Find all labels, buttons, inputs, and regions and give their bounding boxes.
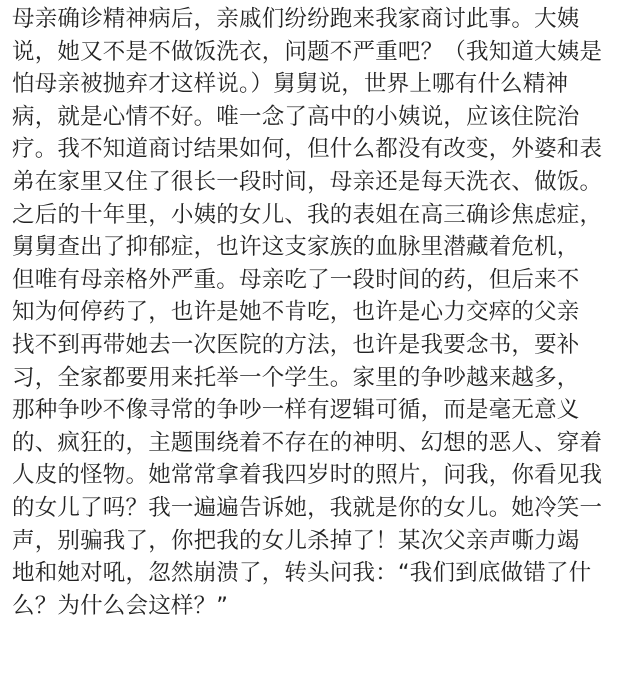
- text-line: 弟在家里又住了很长一段时间，母亲还是每天洗衣、做饭。: [12, 168, 603, 195]
- text-line: 但唯有母亲格外严重。母亲吃了一段时间的药，但后来不: [12, 266, 580, 293]
- text-line: 母亲确诊精神病后，亲戚们纷纷跑来我家商讨此事。大姨: [12, 6, 580, 32]
- text-line: 找不到再带她去一次医院的方法，也许是我要念书，要补: [12, 331, 580, 358]
- text-line: 地和她对吼，忽然崩溃了，转头问我：“我们到底做错了什: [12, 560, 592, 587]
- text-line: 病，就是心情不好。唯一念了高中的小姨说，应该住院治: [12, 103, 580, 130]
- text-line: 怕母亲被抛弃才这样说。）舅舅说，世界上哪有什么精神: [12, 71, 569, 98]
- text-line: 习，全家都要用来托举一个学生。家里的争吵越来越多，: [12, 364, 580, 391]
- text-line: 那种争吵不像寻常的争吵一样有逻辑可循，而是毫无意义: [12, 397, 580, 424]
- text-line: 人皮的怪物。她常常拿着我四岁时的照片，问我，你看见我: [12, 462, 603, 489]
- text-line: 之后的十年里，小姨的女儿、我的表姐在高三确诊焦虑症，: [12, 201, 603, 228]
- text-line: 么？为什么会这样？”: [12, 592, 229, 619]
- text-line: 疗。我不知道商讨结果如何，但什么都没有改变，外婆和表: [12, 136, 603, 163]
- text-line: 知为何停药了，也许是她不肯吃，也许是心力交瘁的父亲: [12, 299, 580, 326]
- text-line: 舅舅查出了抑郁症，也许这支家族的血脉里潜藏着危机，: [12, 234, 580, 261]
- text-line: 声，别骗我了，你把我的女儿杀掉了！某次父亲声嘶力竭: [12, 527, 580, 554]
- text-line: 的、疯狂的，主题围绕着不存在的神明、幻想的恶人、穿着: [12, 429, 603, 456]
- text-line: 说，她又不是不做饭洗衣，问题不严重吧？（我知道大姨是: [12, 38, 603, 65]
- text-line: 的女儿了吗？我一遍遍告诉她，我就是你的女儿。她冷笑一: [12, 494, 603, 521]
